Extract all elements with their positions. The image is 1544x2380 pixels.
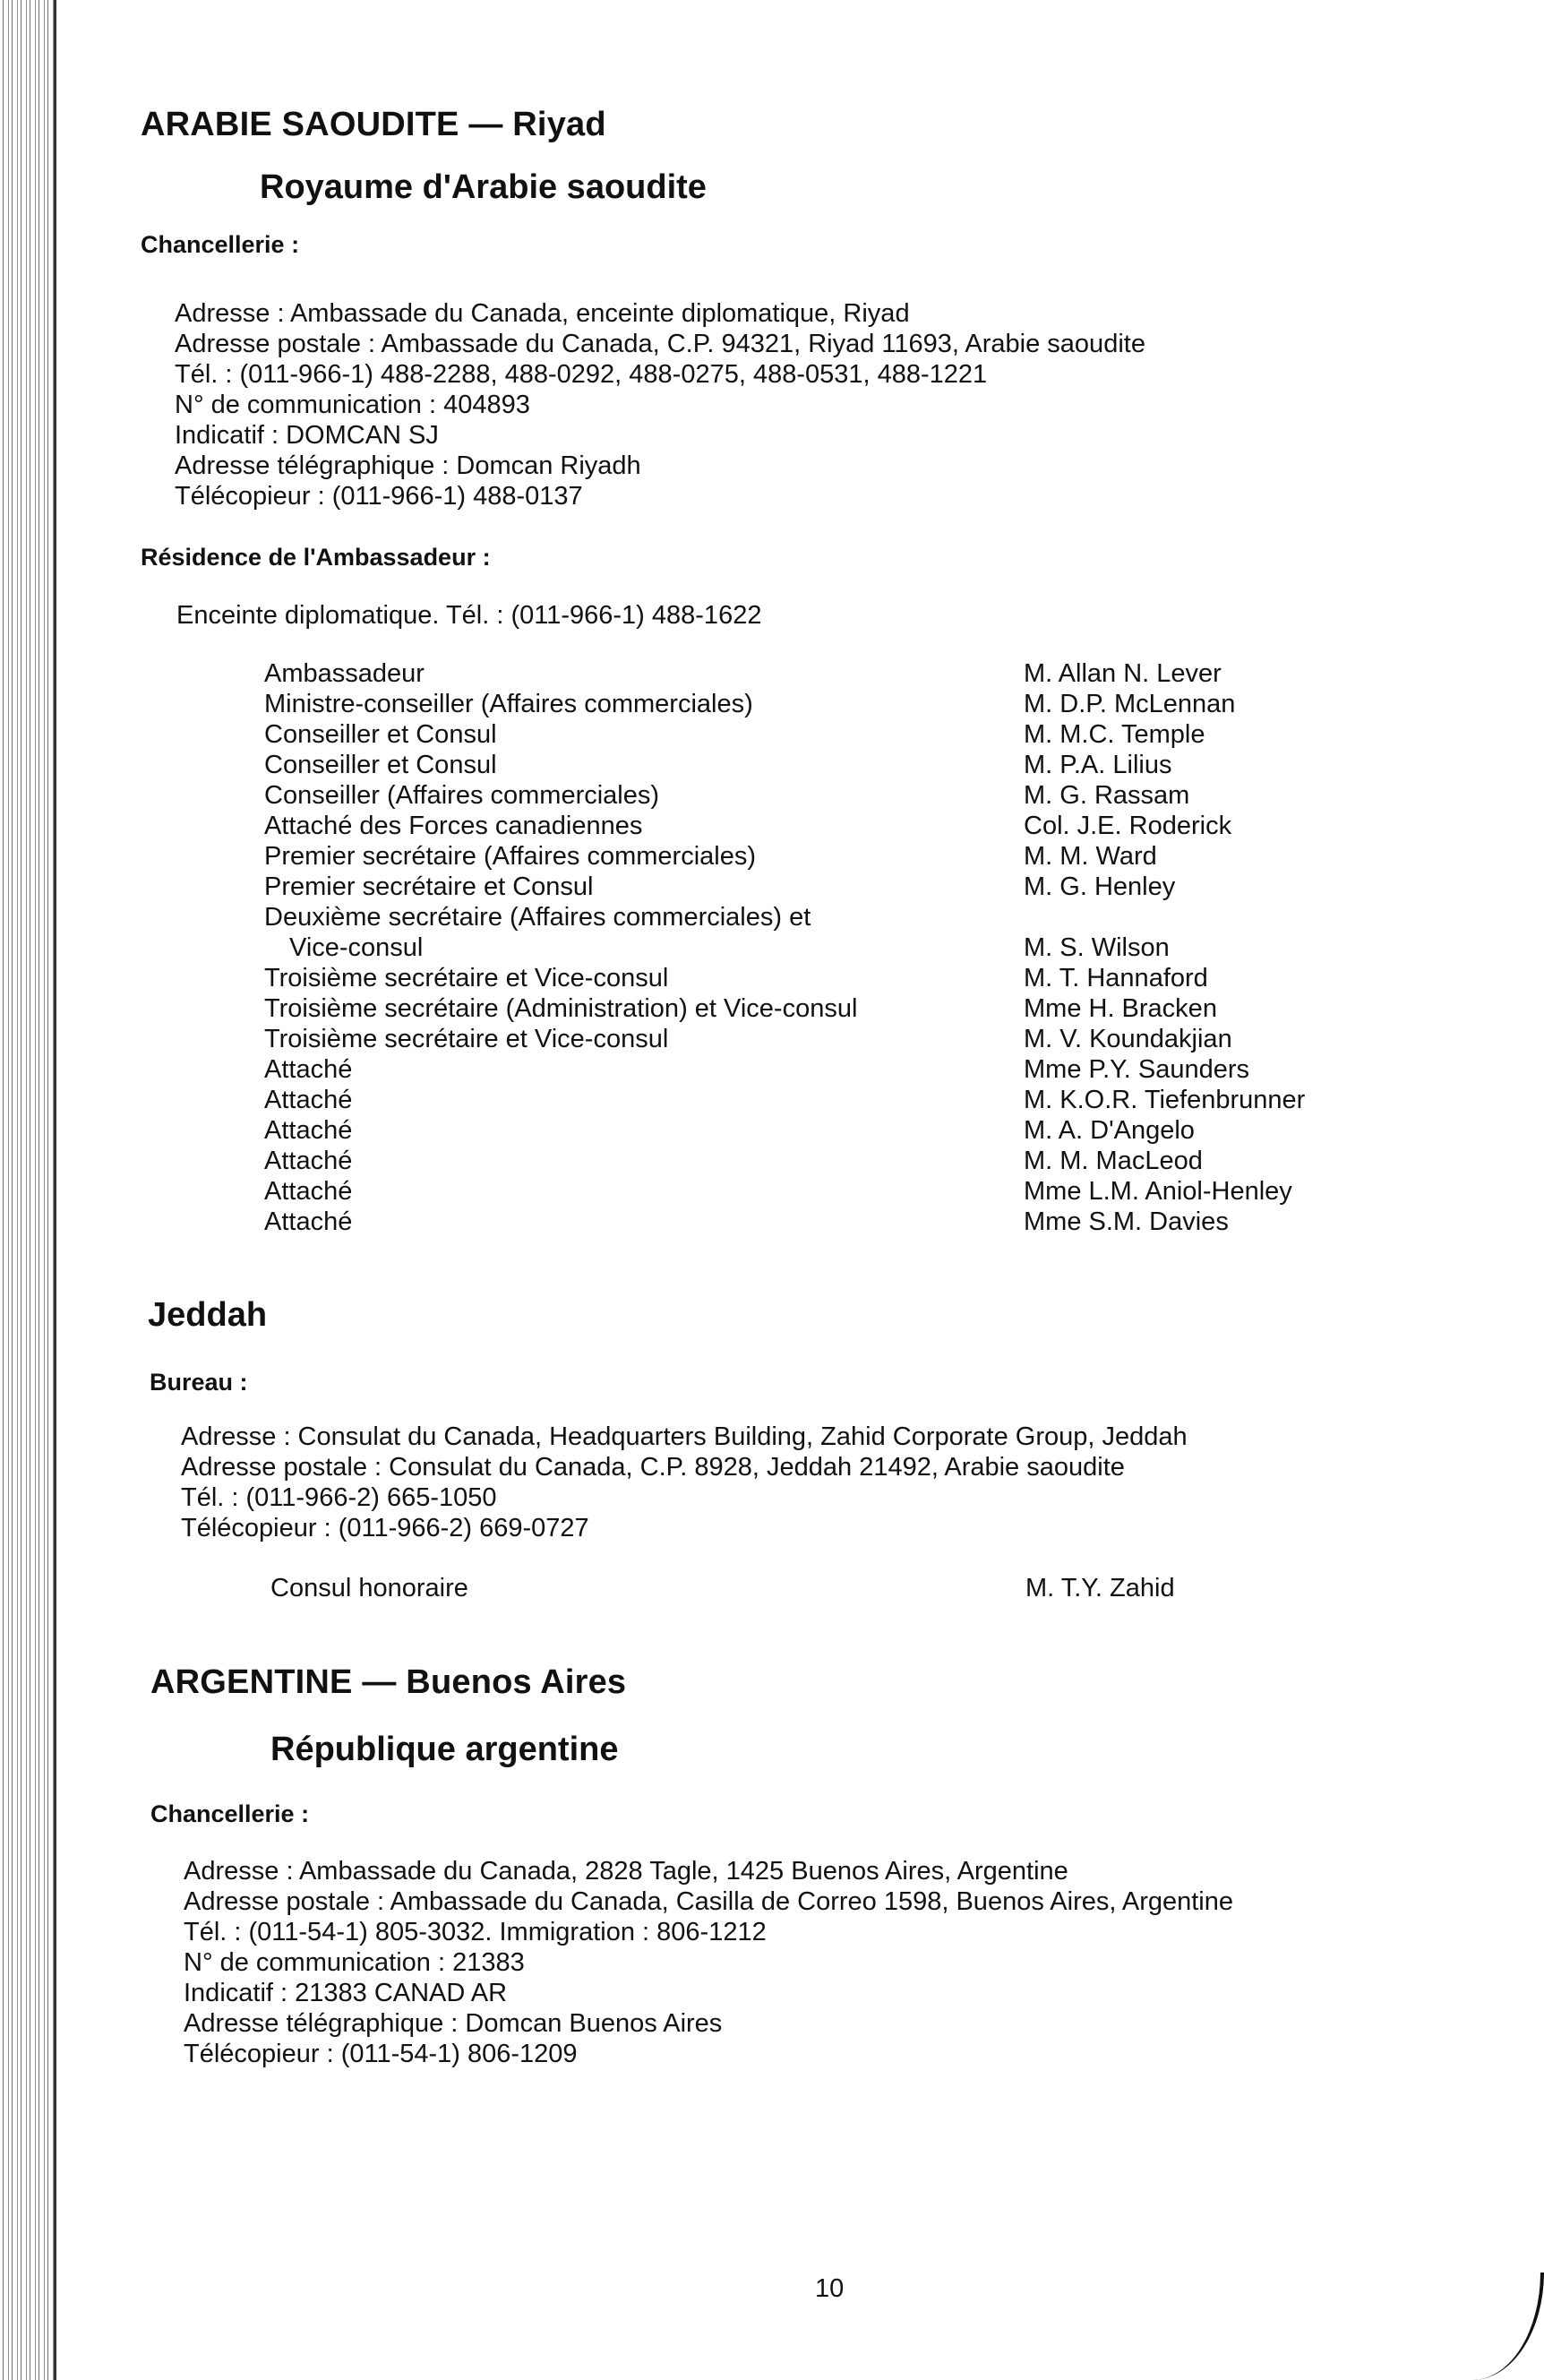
staff-row [264,993,1305,1024]
staff-title: Attaché [264,1116,353,1145]
city-heading-jeddah: Jeddah [148,1296,268,1334]
residence-label-saudi: Résidence de l'Ambassadeur : [141,544,491,571]
staff-name: M. M. MacLeod [1024,1147,1203,1175]
country-heading-saudi: ARABIE SAOUDITE — Riyad [141,106,606,143]
chancery-line: Adresse télégraphique : Domcan Riyadh [175,451,641,480]
country-heading-argentina: ARGENTINE — Buenos Aires [150,1663,627,1701]
staff-title: Attaché [264,1147,353,1175]
office-line: Adresse : Consulat du Canada, Headquarters Building, Zahid Corporate Group, Jeddah [181,1422,1188,1451]
staff-name: Mme S.M. Davies [1024,1207,1229,1236]
staff-title: Troisième secrétaire et Vice-consul [264,964,669,992]
staff-title: Deuxième secrétaire (Affaires commerciales) et [264,903,811,932]
staff-title: Conseiller et Consul [264,720,497,749]
chancery-line: Adresse postale : Ambassade du Canada, Casilla de Correo 1598, Buenos Aires, Argentine [184,1887,1234,1916]
staff-name: M. S. Wilson [1024,933,1170,962]
chancery-line: N° de communication : 404893 [175,391,530,419]
chancery-lines-saudi [175,298,1145,511]
staff-name: M. Allan N. Lever [1024,659,1222,688]
staff-title: Attaché [264,1177,353,1206]
staff-title: Conseiller (Affaires commerciales) [264,781,660,810]
staff-title: Attaché [264,1055,353,1084]
office-line: Adresse postale : Consulat du Canada, C.P. 8928, Jeddah 21492, Arabie saoudite [181,1453,1125,1482]
staff-name: M. M.C. Temple [1024,720,1205,749]
office-line: Tél. : (011-966-2) 665-1050 [181,1483,497,1512]
staff-row [264,963,1305,993]
residence-line-saudi: Enceinte diplomatique. Tél. : (011-966-1) 488-1622 [176,601,762,630]
formal-name-saudi: Royaume d'Arabie saoudite [260,168,707,206]
staff-title: Troisième secrétaire (Administration) et Vice-consul [264,994,858,1023]
staff-row [264,1207,1305,1237]
staff-name: Mme L.M. Aniol-Henley [1024,1177,1292,1206]
staff-name: Mme P.Y. Saunders [1024,1055,1250,1084]
chancery-line: Tél. : (011-54-1) 805-3032. Immigration : 806-1212 [184,1918,767,1946]
staff-title: Ministre-conseiller (Affaires commerciales) [264,690,753,718]
staff-row [264,902,1305,932]
staff-row [264,841,1305,872]
staff-title: Vice-consul [289,933,424,962]
staff-title: Conseiller et Consul [264,751,497,779]
staff-title: Attaché [264,1086,353,1114]
staff-row [264,1024,1305,1054]
staff-name: M. V. Koundakjian [1024,1025,1232,1053]
chancery-line: Adresse télégraphique : Domcan Buenos Aires [184,2009,723,2038]
chancery-line: Indicatif : DOMCAN SJ [175,421,439,450]
office-line: Télécopieur : (011-966-2) 669-0727 [181,1514,589,1542]
chancery-line: Télécopieur : (011-54-1) 806-1209 [184,2040,578,2068]
chancery-line: Adresse : Ambassade du Canada, enceinte diplomatique, Riyad [175,299,910,328]
staff-title: Attaché des Forces canadiennes [264,812,643,840]
page-number: 10 [815,2274,845,2303]
staff-name: M. T. Hannaford [1024,964,1208,992]
chancery-lines-argentina [184,1856,1233,2069]
chancery-line: Indicatif : 21383 CANAD AR [184,1979,508,2007]
staff-roster-saudi [264,658,1305,1237]
staff-name: M. M. Ward [1024,842,1157,871]
staff-row [264,932,1305,963]
staff-name: M. P.A. Lilius [1024,751,1172,779]
chancery-label-saudi: Chancellerie : [141,231,300,258]
chancery-line: Adresse : Ambassade du Canada, 2828 Tagle, 1425 Buenos Aires, Argentine [184,1857,1068,1886]
chancery-line: N° de communication : 21383 [184,1948,525,1977]
staff-name: M. T.Y. Zahid [1025,1574,1175,1602]
chancery-label-argentina: Chancellerie : [150,1800,310,1827]
office-label-jeddah: Bureau : [150,1369,248,1396]
staff-title: Troisième secrétaire et Vice-consul [264,1025,669,1053]
staff-row [264,872,1305,902]
staff-name: M. K.O.R. Tiefenbrunner [1024,1086,1306,1114]
staff-title: Attaché [264,1207,353,1236]
staff-row [264,1054,1305,1085]
office-lines-jeddah [181,1422,1188,1543]
staff-name: M. D.P. McLennan [1024,690,1236,718]
staff-title: Ambassadeur [264,659,425,688]
staff-name: M. G. Henley [1024,872,1176,901]
staff-row [264,780,1305,811]
staff-row [264,719,1305,750]
staff-title: Consul honoraire [270,1574,468,1602]
staff-title: Premier secrétaire et Consul [264,872,594,901]
staff-roster-jeddah [270,1573,1175,1603]
staff-name: M. G. Rassam [1024,781,1190,810]
staff-row [264,1085,1305,1115]
chancery-line: Tél. : (011-966-1) 488-2288, 488-0292, 488-0275, 488-0531, 488-1221 [175,360,988,389]
staff-row [264,1115,1305,1146]
staff-row [264,1146,1305,1176]
staff-row [264,1176,1305,1207]
staff-title: Premier secrétaire (Affaires commerciales) [264,842,756,871]
staff-name: M. A. D'Angelo [1024,1116,1195,1145]
staff-row [264,689,1305,719]
chancery-line: Adresse postale : Ambassade du Canada, C.P. 94321, Riyad 11693, Arabie saoudite [175,330,1145,358]
staff-name: Mme H. Bracken [1024,994,1217,1023]
staff-row [270,1573,1175,1603]
staff-row [264,658,1305,689]
staff-row [264,811,1305,841]
formal-name-argentina: République argentine [270,1731,619,1768]
staff-name: Col. J.E. Roderick [1024,812,1232,840]
chancery-line: Télécopieur : (011-966-1) 488-0137 [175,482,583,511]
staff-row [264,750,1305,780]
